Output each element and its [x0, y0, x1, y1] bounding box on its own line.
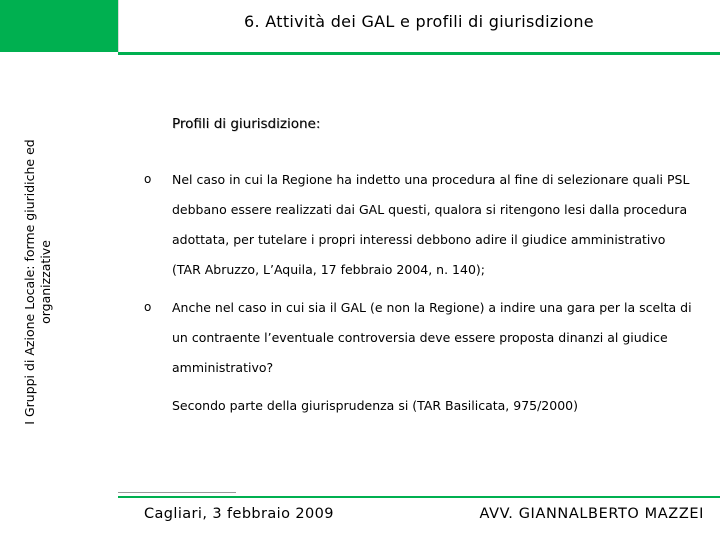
footer-author: AVV. GIANNALBERTO MAZZEI: [479, 506, 704, 522]
footer-divider-short: [118, 492, 236, 493]
vertical-section-title: I Gruppi di Azione Locale: forme giuridiche ed organizzative: [22, 139, 53, 425]
slide-title: 6. Attività dei GAL e profili di giurisdizione: [244, 12, 594, 31]
bullet-paragraph: Nel caso in cui la Regione ha indetto una procedura al fine di selezionare quali PSL debbano essere realizzati dai GAL questi, qualora si ritengono lesi dalla procedura adottata, per tutelare i propri interessi debbono adire il giudice amministrativo (TAR Abruzzo, L’Aquila, 17 febbraio 2004, n. 140);: [172, 172, 690, 277]
bullet-marker: o: [144, 300, 152, 314]
title-underline: [118, 52, 720, 55]
side-panel: [0, 52, 118, 496]
bullet-paragraph: Anche nel caso in cui sia il GAL (e non la Regione) a indire una gara per la scelta di un contraente l’eventuale controversia deve essere proposta dinanzi al giudice amministrativo?: [172, 300, 692, 375]
corner-accent-band: [0, 0, 118, 52]
section-heading: Profili di giurisdizione:: [172, 116, 321, 132]
jurisprudence-note: Secondo parte della giurisprudenza si (TAR Basilicata, 975/2000): [172, 398, 578, 413]
bullet-marker: o: [144, 172, 152, 186]
footer-place-date: Cagliari, 3 febbraio 2009: [144, 506, 334, 522]
footer-divider: [118, 496, 720, 498]
